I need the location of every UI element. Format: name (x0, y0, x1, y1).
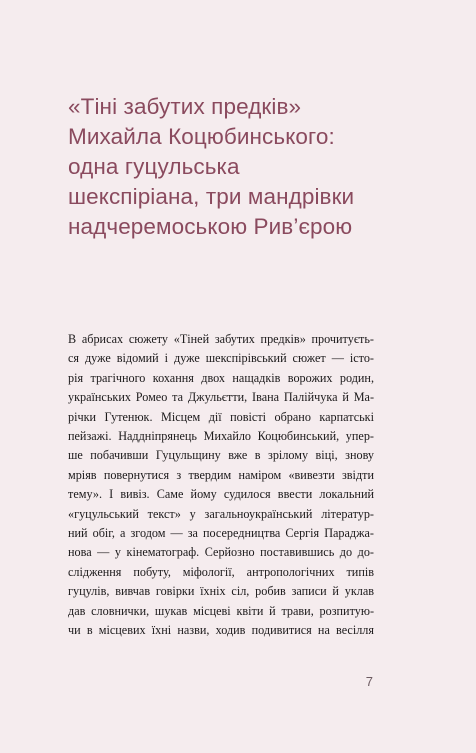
body-line: ний обіг, а згодом — за посередництва Сергія Параджа- (68, 526, 374, 541)
page-number: 7 (365, 674, 373, 689)
chapter-title-line: «Тіні забутих предків» (68, 94, 302, 119)
body-line: рія трагічного кохання двох нащадків ворожих родин, (68, 370, 374, 385)
body-line: ше побачивши Гуцульщину вже в зрілому віці, знову (68, 448, 374, 463)
chapter-title-line: Михайла Коцюбинського: (68, 124, 335, 149)
chapter-title-line: надчеремоською Рив’єрою (68, 214, 353, 239)
body-line: В абрисах сюжету «Тіней забутих предків» прочитуєть- (68, 332, 374, 346)
body-line: тему». І вивіз. Саме йому судилося ввести локальний (68, 487, 374, 502)
body-line: «гуцульський текст» у загальноукраїнський літератур- (68, 506, 374, 521)
body-line: мріяв повернутися з твердим наміром «вивезти звідти (68, 467, 374, 482)
body-line: ся дуже відомий і дуже шекспірівський сюжет — істо- (68, 351, 374, 366)
body-line: дав словнички, шукав місцеві квіти й трави, розпитую- (68, 603, 374, 618)
body-line: слідження побуту, міфології, антропологічних типів (68, 564, 374, 579)
chapter-title-line: одна гуцульська (68, 154, 240, 179)
body-line: чи в місцевих їхні назви, ходив подивитися на весілля (68, 623, 374, 638)
body-line: пейзажі. Наддніпрянець Михайло Коцюбинський, упер- (68, 429, 374, 444)
chapter-title (68, 92, 448, 242)
body-line: нова — у кінематограф. Серйозно поставившись до до- (68, 545, 374, 560)
chapter-title-line: шекспіріана, три мандрівки (68, 184, 355, 209)
body-line: річки Гутенюк. Місцем дії повісті обрано карпатські (68, 409, 374, 424)
body-line: гуцулів, вивчав говірки їхніх сіл, робив записи й уклав (68, 584, 374, 599)
body-paragraph (68, 330, 374, 641)
body-line: українських Ромео та Джульєтти, Івана Палійчука й Ма- (68, 390, 374, 405)
